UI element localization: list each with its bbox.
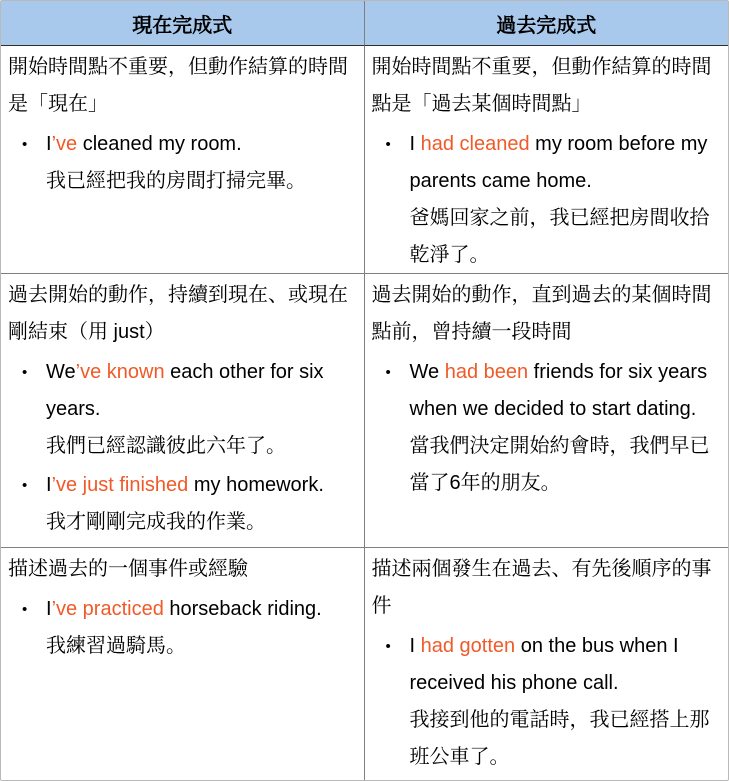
cell-row2-past-perfect	[365, 274, 729, 548]
text-segment: I	[46, 474, 52, 496]
usage-description: 過去開始的動作，直到過去的某個時間點前，曾持續一段時間	[371, 284, 712, 343]
example-translation: 我接到他的電話時，我已經搭上那班公車了。	[409, 709, 710, 768]
example-list	[8, 126, 358, 200]
highlighted-verb-phrase: had gotten	[420, 635, 516, 657]
bullet-icon: •	[22, 601, 28, 618]
example-english	[46, 467, 358, 504]
bullet-icon: •	[385, 136, 391, 153]
text-segment: I	[409, 133, 421, 155]
example-item	[372, 126, 723, 274]
example-list	[372, 126, 723, 274]
text-segment: We	[409, 361, 445, 383]
text-segment: on the bus when I received his phone call.	[409, 635, 679, 694]
text-segment: I	[409, 635, 421, 657]
example-body	[410, 354, 723, 502]
example-english	[410, 126, 723, 200]
example-item	[8, 354, 358, 465]
usage-description: 開始時間點不重要，但動作結算的時間是「現在」	[8, 56, 348, 115]
example-translation: 我們已經認識彼此六年了。	[46, 435, 286, 457]
example-item	[8, 591, 358, 665]
bullet-icon: •	[385, 638, 391, 655]
example-item	[372, 628, 723, 776]
example-translation: 當我們決定開始約會時，我們早已當了6年的朋友。	[409, 435, 710, 494]
highlighted-verb-phrase: ’ve practiced	[51, 598, 164, 620]
cell-row3-present-perfect	[1, 548, 365, 780]
example-body	[46, 467, 358, 541]
bullet-icon: •	[22, 136, 28, 153]
example-english	[410, 628, 723, 702]
example-item	[372, 354, 723, 502]
example-list	[8, 591, 358, 665]
example-english	[46, 354, 358, 428]
example-translation: 我練習過騎馬。	[46, 635, 186, 657]
text-segment: my room before my parents came home.	[409, 133, 708, 192]
example-english	[46, 591, 358, 628]
cell-row2-present-perfect	[1, 274, 365, 548]
example-item	[8, 126, 358, 200]
bullet-icon: •	[22, 477, 28, 494]
usage-description: 描述過去的一個事件或經驗	[8, 558, 248, 580]
bullet-icon: •	[385, 364, 391, 381]
example-item	[8, 467, 358, 541]
text-segment: cleaned my room.	[77, 133, 242, 155]
header-present-perfect: 現在完成式	[1, 1, 365, 46]
example-translation: 我才剛剛完成我的作業。	[46, 511, 266, 533]
text-segment: We	[46, 361, 76, 383]
example-list	[8, 354, 358, 541]
example-body	[410, 628, 723, 776]
example-english	[46, 126, 358, 163]
text-segment: I	[46, 598, 52, 620]
cell-row3-past-perfect	[365, 548, 729, 780]
usage-description: 開始時間點不重要，但動作結算的時間點是「過去某個時間點」	[371, 56, 712, 115]
text-segment: horseback riding.	[163, 598, 322, 620]
example-body	[410, 126, 723, 274]
cell-row1-past-perfect	[365, 46, 729, 274]
highlighted-verb-phrase: ’ve	[51, 133, 78, 155]
text-segment: my homework.	[188, 474, 324, 496]
highlighted-verb-phrase: ’ve known	[75, 361, 165, 383]
usage-description: 描述兩個發生在過去、有先後順序的事件	[371, 558, 712, 617]
text-segment: I	[46, 133, 52, 155]
header-past-perfect: 過去完成式	[365, 1, 729, 46]
highlighted-verb-phrase: had been	[444, 361, 529, 383]
example-list	[372, 628, 723, 776]
example-translation: 我已經把我的房間打掃完畢。	[46, 170, 306, 192]
usage-description: 過去開始的動作，持續到現在、或現在剛結束（用 just）	[8, 284, 348, 343]
example-body	[46, 354, 358, 465]
text-segment: each other for six years.	[46, 361, 324, 420]
text-segment: friends for six years when we decided to start dating.	[409, 361, 708, 420]
example-body	[46, 591, 358, 665]
example-body	[46, 126, 358, 200]
bullet-icon: •	[22, 364, 28, 381]
example-english	[410, 354, 723, 428]
highlighted-verb-phrase: ’ve just finished	[51, 474, 189, 496]
highlighted-verb-phrase: had cleaned	[420, 133, 530, 155]
example-translation: 爸媽回家之前，我已經把房間收拾乾淨了。	[409, 207, 710, 266]
example-list	[372, 354, 723, 502]
cell-row1-present-perfect	[1, 46, 365, 274]
